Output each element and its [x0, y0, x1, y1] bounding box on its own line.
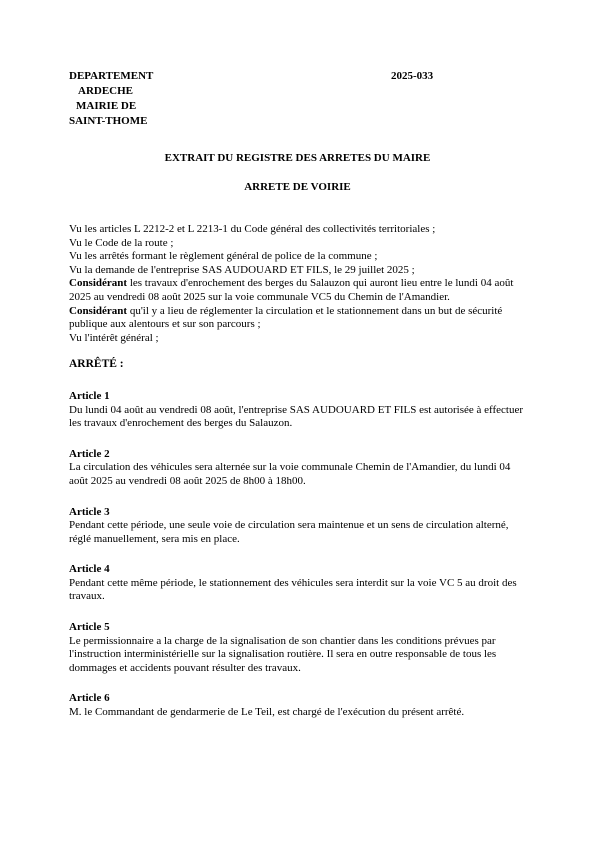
reference-number: 2025-033	[391, 70, 434, 82]
article-6	[69, 692, 529, 719]
article-body: La circulation des véhicules sera alternée sur la voie communale Chemin de l'Amandier, du lundi 04 août 2025 au vendredi 08 août 2025 de 8h00 à 18h00.	[69, 461, 511, 487]
article-body: Pendant cette période, une seule voie de circulation sera maintenue et un sens de circulation alterné, réglé manuellement, sera mis en place.	[69, 519, 509, 545]
visa-line: Vu les arrêtés formant le règlement général de police de la commune ;	[69, 250, 378, 263]
visa-line: Vu l'intérêt général ;	[69, 331, 159, 344]
article-1	[69, 390, 529, 431]
article-title: Article 6	[69, 692, 110, 705]
considerant-line: Considérant qu'il y a lieu de réglementer la circulation et le stationnement dans un but de sécurité publique aux alentours et sur son parcours ;	[69, 304, 503, 331]
article-2	[69, 448, 529, 489]
article-body: Le permissionnaire a la charge de la signalisation de son chantier dans les conditions prévues par l'instruction interministérielle sur la signalisation routière. Il sera en outre responsable de tous les dommages et accidents pouvant résulter des travaux.	[69, 634, 497, 674]
considerant-line: Considérant les travaux d'enrochement des berges du Salauzon qui auront lieu entre le lundi 04 août 2025 au vendredi 08 août 2025 sur la voie communale VC5 du Chemin de l'Amandier.	[69, 277, 514, 303]
document-body	[69, 223, 529, 720]
issuer-region: ARDECHE	[78, 85, 134, 97]
visa-line: Vu la demande de l'entreprise SAS AUDOUARD ET FILS, le 29 juillet 2025 ;	[69, 263, 415, 276]
issuer-department: DEPARTEMENT	[69, 70, 154, 82]
article-title: Article 3	[69, 505, 110, 518]
article-body: Pendant cette même période, le stationnement des véhicules sera interdit sur la voie VC 5 au droit des travaux.	[69, 576, 517, 603]
article-title: Article 5	[69, 621, 110, 634]
article-5	[69, 621, 529, 675]
visas-block	[69, 223, 529, 345]
issuer-commune: SAINT-THOME	[69, 115, 148, 127]
article-title: Article 1	[69, 389, 110, 402]
document-title: EXTRAIT DU REGISTRE DES ARRETES DU MAIRE	[164, 152, 431, 164]
issuer-block	[69, 69, 153, 129]
visa-line: Vu le Code de la route ;	[69, 236, 174, 249]
article-title: Article 4	[69, 563, 110, 576]
arrete-heading: ARRÊTÉ :	[69, 358, 124, 371]
document-subtitle: ARRETE DE VOIRIE	[244, 181, 351, 193]
article-3	[69, 506, 529, 547]
article-body: Du lundi 04 août au vendredi 08 août, l'entreprise SAS AUDOUARD ET FILS est autorisée à effectuer les travaux d'enrochement des berges du Salauzon.	[69, 403, 524, 430]
article-title: Article 2	[69, 447, 110, 460]
article-4	[69, 563, 529, 604]
visa-line: Vu les articles L 2212-2 et L 2213-1 du Code général des collectivités territoriales ;	[69, 223, 436, 235]
issuer-mairie: MAIRIE DE	[76, 100, 137, 112]
article-body: M. le Commandant de gendarmerie de Le Teil, est chargé de l'exécution du présent arrêté.	[69, 706, 465, 719]
